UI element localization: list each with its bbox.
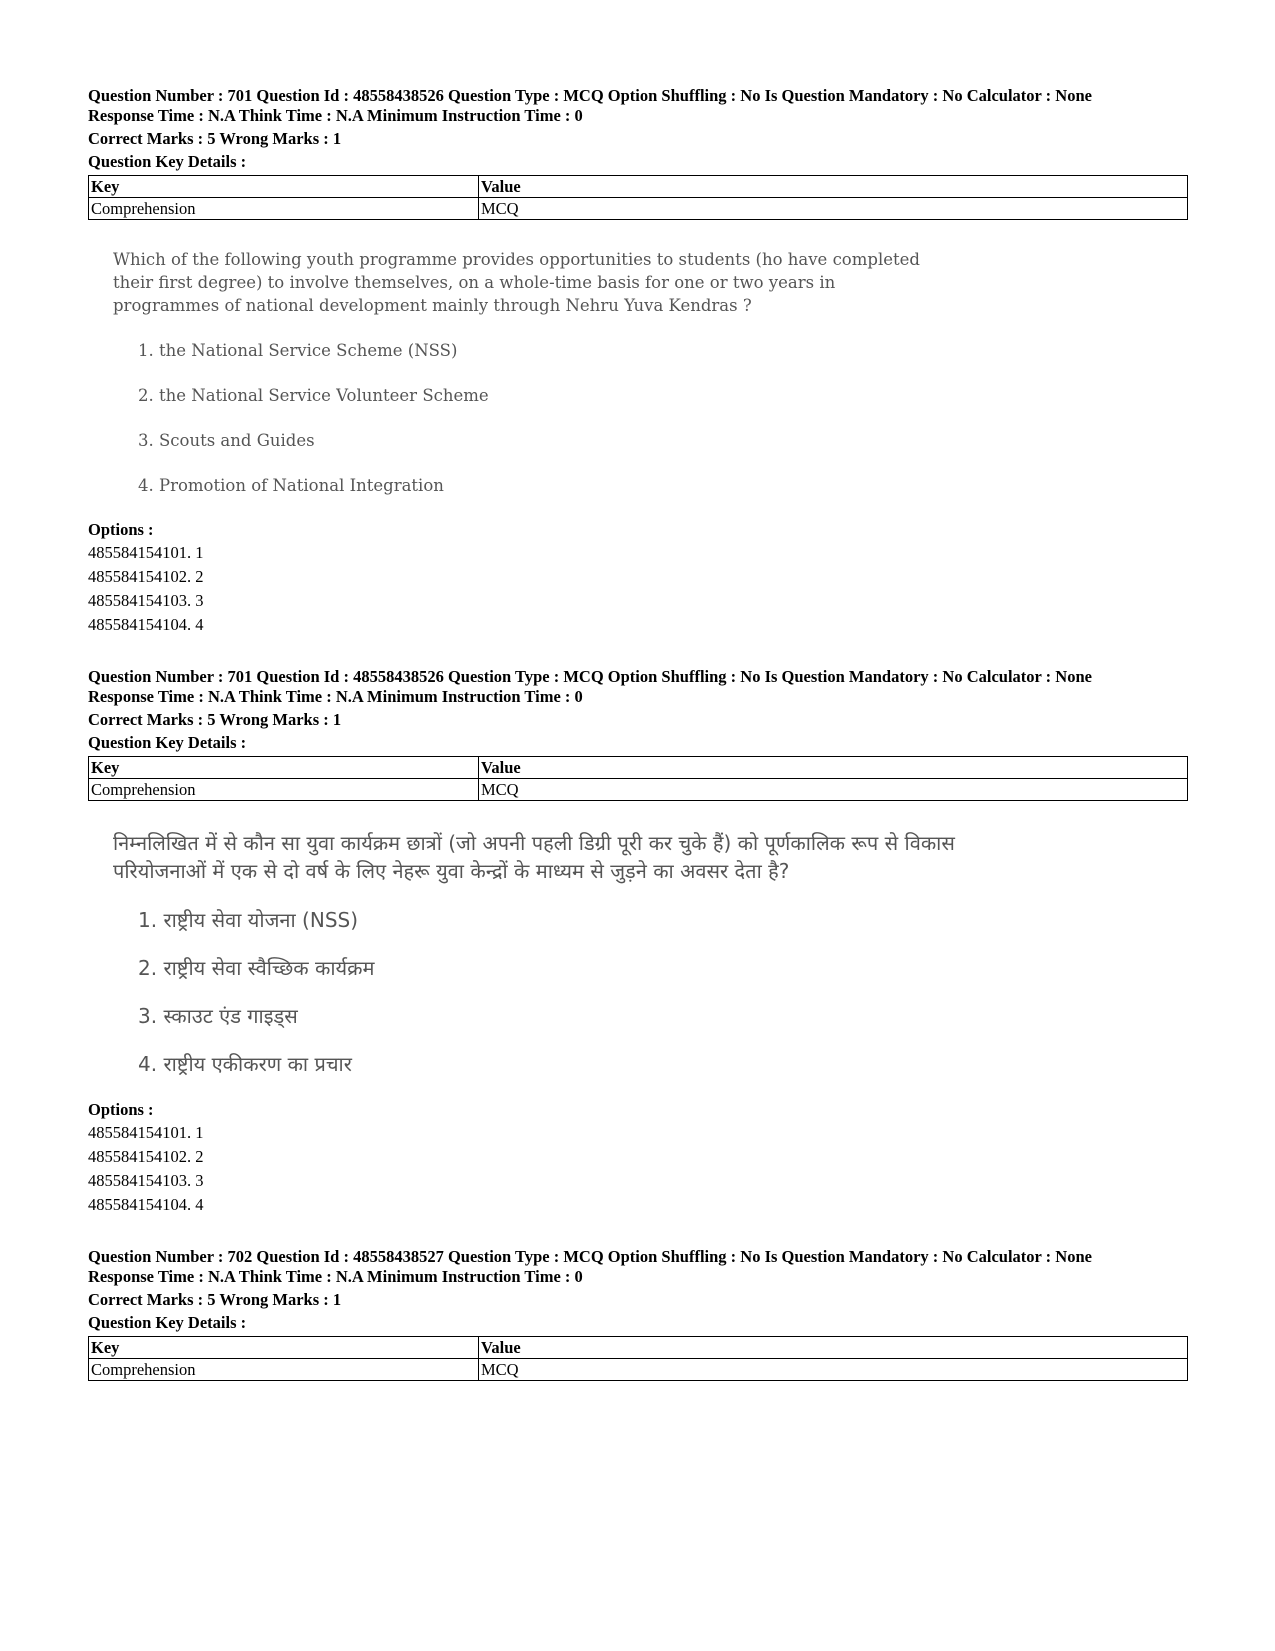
question-text: निम्नलिखित में से कौन सा युवा कार्यक्रम छात्रों (जो अपनी पहली डिग्री पूरी कर चुके हैं) को पूर्णकालिक रूप से विकास परियोजनाओं में एक से दो वर्ष के लिए नेहरू युवा केन्द्रों के माध्यम से जुड़ने का अवसर देता है?: [113, 831, 955, 883]
header-value: Value: [479, 176, 1188, 198]
question-meta: [88, 667, 1188, 753]
key-details-label: Question Key Details :: [88, 733, 247, 752]
question-block-1: [88, 86, 1188, 637]
option-row: 485584154103. 3: [88, 1171, 204, 1190]
header-value: Value: [479, 757, 1188, 779]
marks-line: Correct Marks : 5 Wrong Marks : 1: [88, 1290, 342, 1309]
row-value: MCQ: [479, 198, 1188, 220]
question-meta: [88, 1247, 1188, 1333]
meta-line-2: Response Time : N.A Think Time : N.A Minimum Instruction Time : 0: [88, 1267, 583, 1286]
question-option: 4. Promotion of National Integration: [138, 476, 444, 495]
row-value: MCQ: [479, 779, 1188, 801]
marks-line: Correct Marks : 5 Wrong Marks : 1: [88, 129, 342, 148]
table-row: [89, 1359, 1188, 1381]
question-option: 3. स्काउट एंड गाइड्स: [138, 1004, 298, 1028]
meta-line-1: Question Number : 701 Question Id : 48558438526 Question Type : MCQ Option Shuffling : No Is Question Mandatory : No Calculator : None: [88, 86, 1092, 105]
header-key: Key: [89, 1337, 479, 1359]
header-key: Key: [89, 757, 479, 779]
header-value: Value: [479, 1337, 1188, 1359]
key-details-table: [88, 1336, 1188, 1381]
document-page: [88, 86, 1188, 1411]
meta-line-2: Response Time : N.A Think Time : N.A Minimum Instruction Time : 0: [88, 106, 583, 125]
row-value: MCQ: [479, 1359, 1188, 1381]
key-details-label: Question Key Details :: [88, 152, 247, 171]
key-details-label: Question Key Details :: [88, 1313, 247, 1332]
table-header-row: [89, 757, 1188, 779]
question-block-3: [88, 1247, 1188, 1381]
meta-line-1: Question Number : 702 Question Id : 48558438527 Question Type : MCQ Option Shuffling : No Is Question Mandatory : No Calculator : None: [88, 1247, 1092, 1266]
question-option: 4. राष्ट्रीय एकीकरण का प्रचार: [138, 1052, 352, 1076]
key-details-table: [88, 756, 1188, 801]
question-image: [113, 248, 1188, 497]
header-key: Key: [89, 176, 479, 198]
row-key: Comprehension: [89, 779, 479, 801]
options-label: Options :: [88, 1100, 154, 1119]
question-meta: [88, 86, 1188, 172]
question-option: 2. the National Service Volunteer Scheme: [138, 386, 489, 405]
row-key: Comprehension: [89, 198, 479, 220]
question-option: 3. Scouts and Guides: [138, 431, 315, 450]
option-row: 485584154102. 2: [88, 567, 204, 586]
meta-line-2: Response Time : N.A Think Time : N.A Minimum Instruction Time : 0: [88, 687, 583, 706]
row-key: Comprehension: [89, 1359, 479, 1381]
option-row: 485584154101. 1: [88, 543, 204, 562]
question-image: [113, 829, 1188, 1077]
option-row: 485584154102. 2: [88, 1147, 204, 1166]
meta-line-1: Question Number : 701 Question Id : 48558438526 Question Type : MCQ Option Shuffling : No Is Question Mandatory : No Calculator : None: [88, 667, 1092, 686]
option-row: 485584154104. 4: [88, 1195, 204, 1214]
question-block-2: [88, 667, 1188, 1217]
option-row: 485584154101. 1: [88, 1123, 204, 1142]
table-header-row: [89, 1337, 1188, 1359]
option-row: 485584154103. 3: [88, 591, 204, 610]
table-header-row: [89, 176, 1188, 198]
table-row: [89, 198, 1188, 220]
option-row: 485584154104. 4: [88, 615, 204, 634]
key-details-table: [88, 175, 1188, 220]
question-option: 1. the National Service Scheme (NSS): [138, 341, 458, 360]
marks-line: Correct Marks : 5 Wrong Marks : 1: [88, 710, 342, 729]
options-label: Options :: [88, 520, 154, 539]
question-option: 1. राष्ट्रीय सेवा योजना (NSS): [138, 908, 359, 932]
table-row: [89, 779, 1188, 801]
question-text: Which of the following youth programme provides opportunities to students (ho have completed their first degree) to involve themselves, on a whole-time basis for one or two years in programmes of national development mainly through Nehru Yuva Kendras ?: [113, 250, 920, 315]
question-option: 2. राष्ट्रीय सेवा स्वैच्छिक कार्यक्रम: [138, 956, 375, 980]
